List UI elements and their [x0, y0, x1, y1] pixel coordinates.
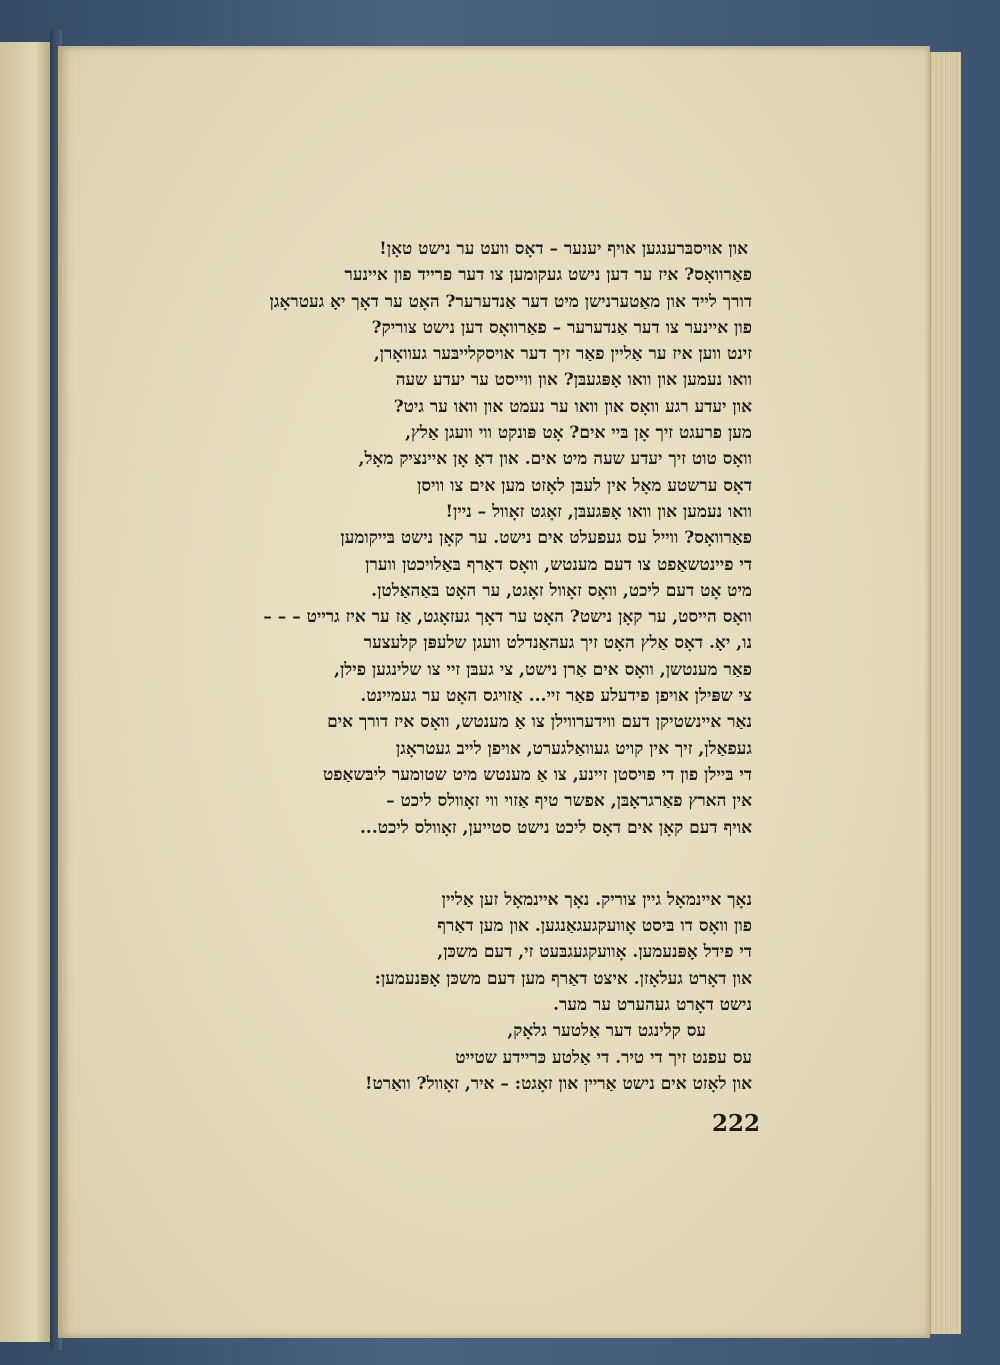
- text-line: און יעדע רגע וואָס און וואו ער נעמט און וואו ער גיט?: [393, 396, 752, 417]
- text-line: וואָס טוט זיך יעדע שעה מיט אים. און דאָ אָן איינציק מאָל,: [358, 449, 752, 470]
- text-line: וואו נעמען און וואו אָפּגעבּן, זאָגט זאָוול – ניין!: [445, 501, 752, 522]
- left-page-edge: [0, 42, 52, 1342]
- text-line: נישט דאָרט געהערט ער מער.: [553, 995, 752, 1016]
- text-line: נאַר איינשטיקן דעם ווידערווילן צו אַ מענטש, וואָס איז דורך אים: [327, 712, 752, 733]
- text-line: דורך לייד און מאַטערנישן מיט דער אַנדערער? האָט ער דאָך יאָ געטראָגן: [269, 291, 752, 312]
- text-line: זינט ווען איז ער אַליין פאַר זיך דער אויסקלייבּער געוואָרן,: [373, 344, 752, 365]
- text-line: און לאָזט אים נישט אַריין און זאָגט: – איר, זאָוול? וואַרט!: [365, 1073, 752, 1094]
- text-line: און דאָרט געלאָזן. איצט דאַרף מען דעם משכּן אָפּנעמען:: [374, 968, 752, 989]
- text-line: פאַר מענטשן, וואָס אים אַרן נישט, צי געבּן זיי צו שלינגען פילן,: [334, 659, 752, 680]
- text-line: און אויסבּרענגען אויף יענער – דאָס וועט ער נישט טאָן!: [379, 239, 748, 259]
- text-line: עס עפנט זיך די טיר. די אַלטע כּריידע שטייט: [455, 1047, 752, 1068]
- text-line: די בּיילן פון די פויסטן זיינע, צו אַ מענטש מיט שטומער ליבּשאַפט: [322, 764, 752, 785]
- page-stack-edge: [930, 52, 961, 1334]
- paragraph-gap: [190, 841, 752, 887]
- text-line: צי שפּילן אויפן פידעלע פאַר זיי... אַזויגס האָט ער געמיינט.: [360, 686, 752, 707]
- text-line: פאַרוואָס? ווייל עס געפעלט אים נישט. ער קאָן נישט בּייקומען: [340, 528, 752, 549]
- text-line: די פיינטשאַפט צו דעם מענטש, וואָס דאַרף בּאַלויכטן ווערן: [365, 554, 752, 575]
- text-line: פון איינער צו דער אַנדערער – פאַרוואָס דען נישט צוריק?: [371, 317, 752, 338]
- text-line: נאָך איינמאָל גיין צוריק. נאָך איינמאָל זען אַליין: [441, 889, 752, 910]
- text-line: וואו נעמען און וואו אָפּגעבּן? און ווייסט ער יעדע שעה: [395, 370, 752, 391]
- text-line: געפאַלן, זיך אין קויט געוואַלגערט, אויפן לייב געטראָגן: [395, 738, 752, 759]
- text-block: [190, 236, 752, 1097]
- text-line: מען פרעגט זיך אָן בּיי אים? אָט פּונקט ווי וועגן אַלץ,: [405, 423, 752, 444]
- text-line: מיט אָט דעם ליכט, וואָס זאָוול זאָגט, ער האָט בּאַהאַלטן.: [371, 580, 752, 601]
- text-line: עס קלינגט דער אַלטער גלאָק,: [507, 1021, 706, 1042]
- text-line: דאָס ערשטע מאָל אין לעבּן לאָזט מען אים צו וויסן: [417, 475, 752, 496]
- text-line: אין הארץ פאַרגראָבּן, אפשר טיף אַזוי ווי זאָוולס ליכט –: [386, 791, 752, 812]
- text-line: פאַרוואָס? איז ער דען נישט געקומען צו דער פרייד פון איינער: [344, 265, 752, 286]
- text-line: פון וואָס דו בּיסט אָוועקגעגאַנגען. און מען דאַרף: [437, 916, 752, 937]
- text-line: אויף דעם קאָן אים דאָס ליכט נישט סטייען, זאָוולס ליכט...: [359, 817, 752, 838]
- text-line: די פידל אָפּנעמען. אָוועקגעגבּעט זי, דעם משכּן,: [437, 942, 752, 963]
- text-line: וואָס הייסט, ער קאָן נישט? האָט ער דאָך געזאָגט, אַז ער איז גרייט – – –: [263, 607, 752, 628]
- text-line: נו, יאָ. דאָס אַלץ האָט זיך געהאַנדלט וועגן שלעפּן קלעצער: [363, 633, 752, 654]
- page-number: 222: [712, 1110, 761, 1137]
